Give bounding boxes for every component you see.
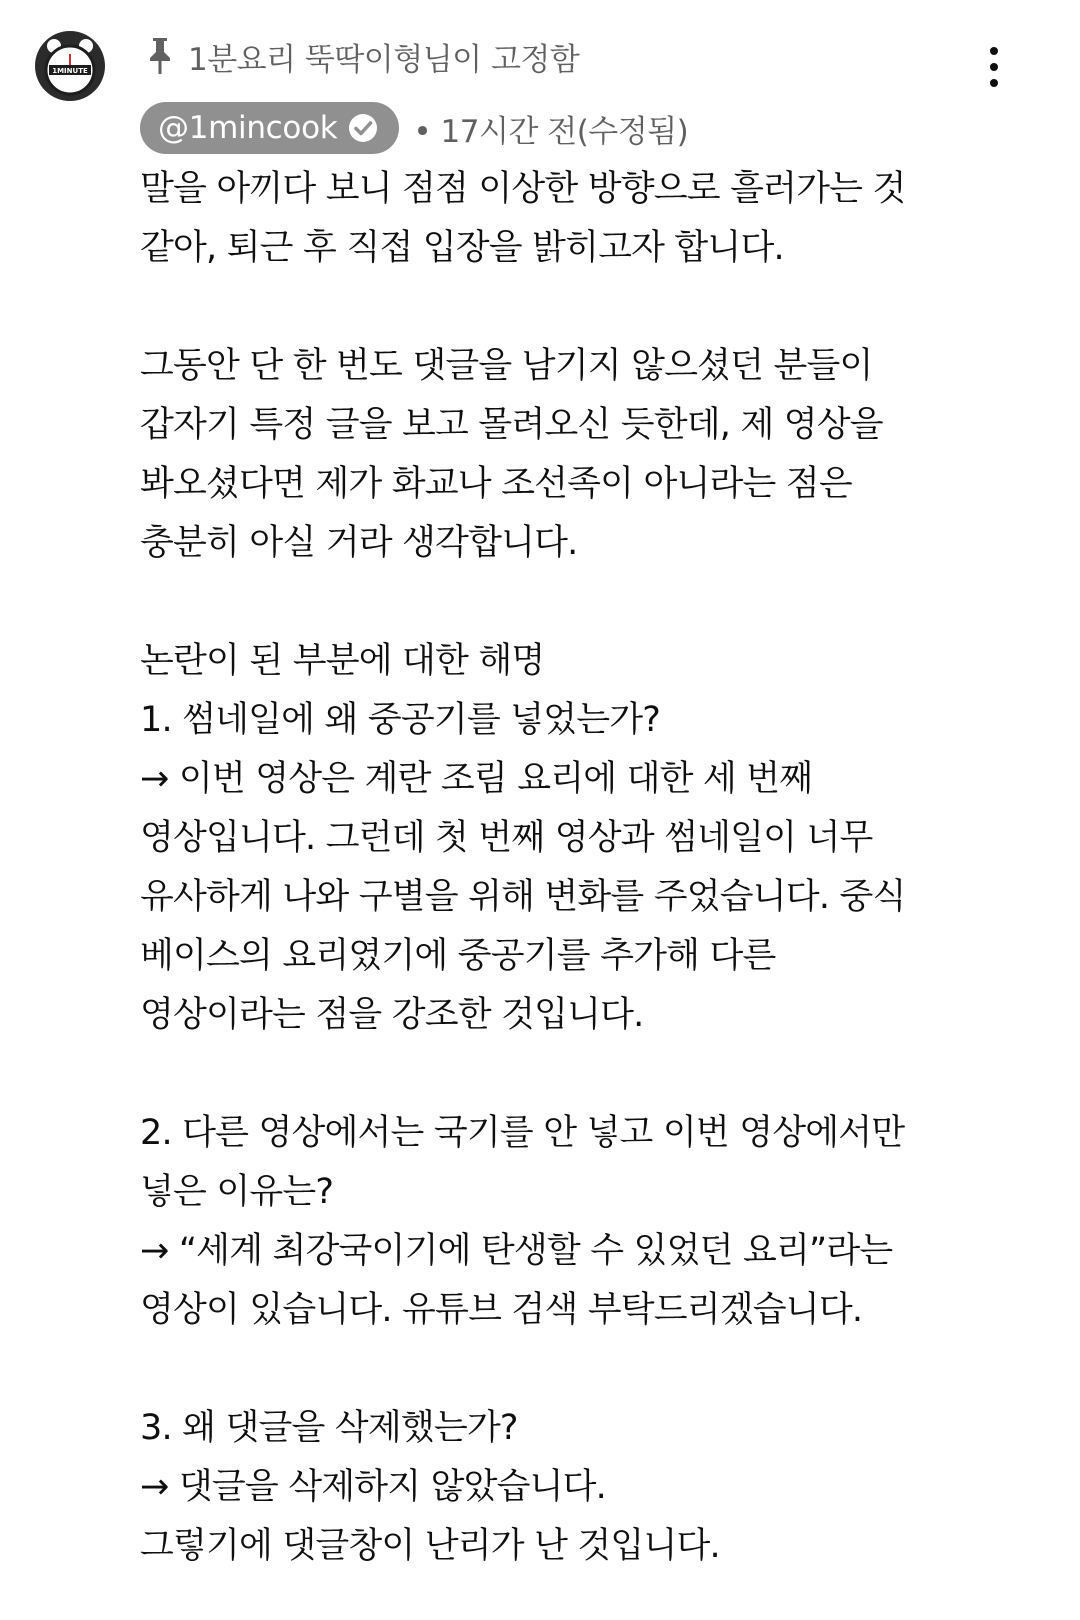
comment-line: → “세계 최강국이기에 탄생할 수 있었던 요리”라는 bbox=[140, 1231, 893, 1271]
more-vertical-icon bbox=[980, 44, 1008, 94]
alarm-clock-logo-icon bbox=[34, 30, 106, 102]
comment-paragraph-gap bbox=[140, 573, 950, 632]
author-handle: @1mincook bbox=[158, 110, 338, 146]
comment-line: 유사하게 나와 구별을 위해 변화를 주었습니다. 중식 bbox=[140, 877, 906, 917]
comment-line: 봐오셨다면 제가 화교나 조선족이 아니라는 점은 bbox=[140, 464, 852, 504]
comment-paragraph-gap bbox=[140, 1340, 950, 1399]
pin-icon bbox=[146, 36, 174, 76]
author-handle-chip[interactable] bbox=[140, 102, 399, 154]
comment-line: 넣은 이유는? bbox=[140, 1172, 334, 1212]
comment-line: 베이스의 요리였기에 중공기를 추가해 다른 bbox=[140, 936, 776, 976]
comment-line: 영상이 있습니다. 유튜브 검색 부탁드리겠습니다. bbox=[140, 1290, 863, 1330]
comment-line: 영상이라는 점을 강조한 것입니다. bbox=[140, 995, 644, 1035]
comment-line: 갑자기 특정 글을 보고 몰려오신 듯한데, 제 영상을 bbox=[140, 405, 883, 445]
comment-line: 영상입니다. 그런데 첫 번째 영상과 썸네일이 너무 bbox=[140, 818, 873, 858]
comment-line: 충분히 아실 거라 생각합니다. bbox=[140, 523, 578, 563]
more-options-button[interactable] bbox=[980, 44, 1008, 94]
comment-paragraph-gap bbox=[140, 278, 950, 337]
comment-line: → 댓글을 삭제하지 않았습니다. bbox=[140, 1467, 606, 1507]
comment-line: → 이번 영상은 계란 조림 요리에 대한 세 번째 bbox=[140, 759, 813, 799]
channel-avatar[interactable] bbox=[34, 30, 106, 102]
comment-paragraph-gap bbox=[140, 1045, 950, 1104]
pinned-label: 1분요리 뚝딱이형님이 고정함 bbox=[188, 41, 580, 78]
pinned-indicator bbox=[146, 30, 579, 82]
comment-line: 그렇기에 댓글창이 난리가 난 것입니다. bbox=[140, 1526, 720, 1566]
comment-text bbox=[140, 160, 950, 1576]
comment-line: 그동안 단 한 번도 댓글을 남기지 않으셨던 분들이 bbox=[140, 346, 873, 386]
avatar-logo-text: 1MINUTE bbox=[52, 67, 88, 75]
comment-line: 3. 왜 댓글을 삭제했는가? bbox=[140, 1408, 518, 1448]
comment-line: 말을 아끼다 보니 점점 이상한 방향으로 흘러가는 것 bbox=[140, 169, 906, 209]
comment-timestamp: • 17시간 전(수정됨) bbox=[413, 113, 689, 150]
comment-line: 논란이 된 부분에 대한 해명 bbox=[140, 641, 545, 681]
verified-check-icon bbox=[347, 112, 379, 144]
comment-line: 1. 썸네일에 왜 중공기를 넣었는가? bbox=[140, 700, 661, 740]
comment-line: 2. 다른 영상에서는 국기를 안 넣고 이번 영상에서만 bbox=[140, 1113, 905, 1153]
comment-meta bbox=[140, 102, 688, 154]
comment-line: 같아, 퇴근 후 직접 입장을 밝히고자 합니다. bbox=[140, 228, 784, 268]
